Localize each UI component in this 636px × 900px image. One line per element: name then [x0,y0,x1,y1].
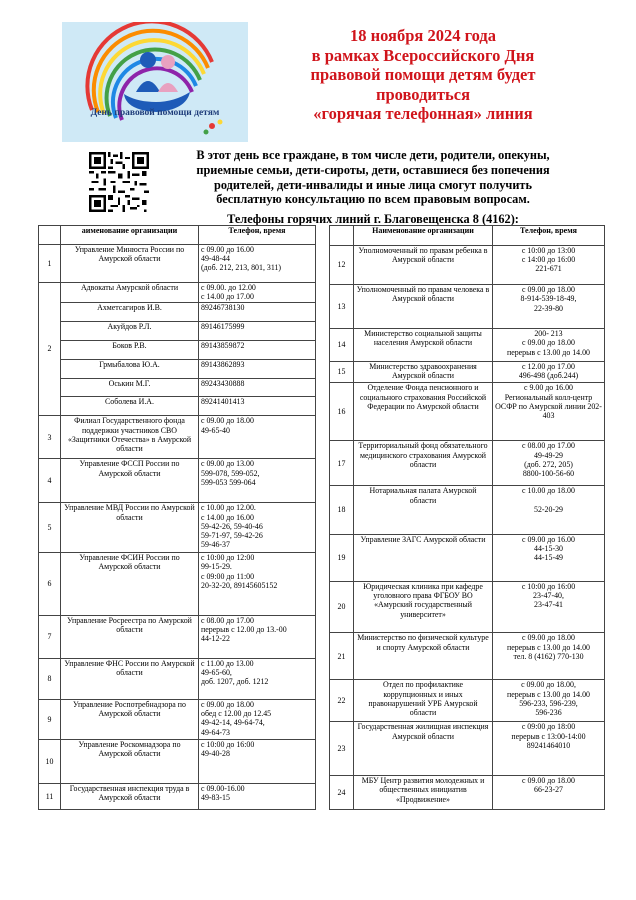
phone-time: с 09.00 до 16.00 44-15-30 44-15-49 [493,534,605,581]
table-row [39,321,316,340]
logo-emblem [62,22,248,142]
org-name: МБУ Центр развития молодежных и общественных инициатив «Продвижение» [354,775,493,809]
intro-text [158,148,588,207]
org-name: Уполномоченный по правам ребенка в Амурской области [354,245,493,284]
org-name: Юридическая клиника при кафедре уголовного права ФГБОУ ВО «Амурский государственный университет» [354,581,493,633]
org-name: Отделение Фонда пенсионного и социального страхования Российской Федерации по Амурской области [354,383,493,441]
logo [62,22,248,142]
table-row [39,416,316,459]
org-name: Управление Росреестра по Амурской области [61,615,199,658]
table-row [39,783,316,809]
row-number: 17 [330,441,354,486]
headline-line: в рамках Всероссийского Дня [311,45,535,65]
table-row [330,383,605,441]
intro-line: бесплатную консультацию по всем правовым вопросам. [216,192,530,207]
row-number: 23 [330,722,354,776]
phone-time: с 09.00 до 18.00 обед с 12.00 до 12.45 49-42-14, 49-64-74, 49-64-73 [199,699,316,739]
intro-line: приемные семьи, дети-сироты, дети, оставшиеся без попечения [196,162,550,177]
phone-time: с 10.00 до 12.00. с 14.00 до 16.00 59-42-26, 59-40-46 59-71-97, 59-42-26 59-46-37 [199,503,316,553]
org-header: аименование организации [61,226,199,245]
row-number: 15 [330,361,354,382]
phone-time: с 10:00 до 16:00 49-40-28 [199,739,316,783]
row-number: 12 [330,245,354,284]
row-number: 2 [39,282,61,416]
num-header [330,226,354,246]
org-name: Отдел по профилактике коррупционных и иных правонарушений УРБ Амурской области [354,680,493,722]
org-name: Министерство здравоохранения Амурской области [354,361,493,382]
phone-time: 89241401413 [199,397,316,416]
logo-caption: День правовой помощи детям [90,108,220,118]
phone-time: с 9.00 до 16.00 Региональный колл-центр ОСФР по Амурской линии 202-403 [493,383,605,441]
org-name: Оськин М.Г. [61,378,199,397]
table-row [330,775,605,809]
phone-time: с 10:00 до 13:00 с 14:00 до 16:00 221-671 [493,245,605,284]
headline-line: «горячая телефонная» линия [313,104,533,123]
org-header: Наименование организации [354,226,493,246]
phone-time: с 09:00 до 18:00 перерыв с 13:00-14:00 89241464010 [493,722,605,776]
row-number: 4 [39,459,61,503]
row-number: 18 [330,486,354,534]
headline-line: 18 ноября 2024 года [349,26,497,45]
table-row [39,340,316,359]
org-name: Управление ФССП России по Амурской области [61,459,199,503]
qr-code [88,152,150,212]
table-row [39,658,316,699]
org-name: Государственная инспекция труда в Амурской области [61,783,199,809]
org-name: Управление Роспотребнадзора по Амурской области [61,699,199,739]
table-row [330,534,605,581]
table-row [330,441,605,486]
table-header-row [39,226,316,245]
intro-line: родителей, дети-инвалиды и иные лица смогут получить [214,177,532,192]
row-number: 14 [330,329,354,362]
phone-time: 89143859872 [199,340,316,359]
org-name: Территориальный фонд обязательного медицинского страхования Амурской области [354,441,493,486]
org-name: Управление Роскомнадзора по Амурской области [61,739,199,783]
org-name: Государственная жилищная инспекция Амурской области [354,722,493,776]
hotline-table [38,225,604,810]
table-row [330,285,605,329]
phone-time: 89143862893 [199,359,316,378]
phone-time: с 09.00 до 13.00 599-078, 599-052, 599-053 599-064 [199,459,316,503]
org-name: Акуйдов Р.Л. [61,321,199,340]
phone-time: 89243430888 [199,378,316,397]
table-header-row [330,226,605,246]
phone-time: 200- 213 с 09.00 до 18.00 перерыв с 13.00 до 14.00 [493,329,605,362]
row-number: 8 [39,658,61,699]
row-number: 10 [39,739,61,783]
phone-time: с 10:00 до 16:00 23-47-40, 23-47-41 [493,581,605,633]
row-number: 1 [39,244,61,282]
phone-time: с 09.00 до 18.00 66-23-27 [493,775,605,809]
table-row [330,329,605,362]
table-row [330,722,605,776]
row-number: 3 [39,416,61,459]
phone-time: с 11.00 до 13.00 49-65-60, доб. 1207, доб. 1212 [199,658,316,699]
phone-time: с 09.00-16.00 49-83-15 [199,783,316,809]
org-name: Управление ФСИН России по Амурской области [61,552,199,615]
org-name: Ахметсагиров И.В. [61,303,199,322]
intro-line: В этот день все граждане, в том числе дети, родители, опекуны, [196,148,550,162]
phone-time: 89246738130 [199,303,316,322]
row-number: 5 [39,503,61,553]
phone-time: с 10:00 до 12:00 99-15-29. с 09:00 до 11:00 20-32-20, 89145605152 [199,552,316,615]
phone-time: 89146175999 [199,321,316,340]
row-number: 6 [39,552,61,615]
table-row [39,303,316,322]
org-name: Управление Минюста России по Амурской области [61,244,199,282]
org-name: Уполномоченный по правам человека в Амурской области [354,285,493,329]
headline-line: проводиться [375,84,471,104]
org-name: Управление МВД России по Амурской области [61,503,199,553]
table-row [330,581,605,633]
org-name: Управление ЗАГС Амурской области [354,534,493,581]
table-row [330,361,605,382]
table-row [39,503,316,553]
table-row [330,633,605,680]
row-number: 22 [330,680,354,722]
row-number: 21 [330,633,354,680]
org-name: Управление ФНС России по Амурской области [61,658,199,699]
headline [262,26,584,124]
table-row [330,245,605,284]
org-name: Нотариальная палата Амурской области [354,486,493,534]
table-row [39,739,316,783]
phones-title: Телефоны горячих линий г. Благовещенска 8 (4162): [227,212,519,226]
org-name: Боков Р.В. [61,340,199,359]
phone-time: с 09.00. до 12.00 с 14.00 до 17.00 [199,282,316,303]
org-name: Филиал Государственного фонда поддержки участников СВО «Защитники Отечества» в Амурской области [61,416,199,459]
phone-time: с 09.00 до 18.00 49-65-40 [199,416,316,459]
table-row [39,282,316,303]
table-row [39,244,316,282]
table-row [39,359,316,378]
row-number: 24 [330,775,354,809]
org-name: Министерство по физической культуре и спорту Амурской области [354,633,493,680]
row-number: 19 [330,534,354,581]
phone-time: с 10.00 до 18.00 52-20-29 [493,486,605,534]
table-row [330,680,605,722]
headline-line: правовой помощи детям будет [310,65,536,84]
hotline-table-right [329,225,605,810]
row-number: 20 [330,581,354,633]
org-name: Грмыбалова Ю.А. [61,359,199,378]
phone-header: Телефон, время [493,226,605,246]
row-number: 9 [39,699,61,739]
row-number: 7 [39,615,61,658]
table-row [39,397,316,416]
num-header [39,226,61,245]
row-number: 13 [330,285,354,329]
hotline-table-left [38,225,316,810]
phone-header: Телефон, время [199,226,316,245]
table-row [39,699,316,739]
org-name: Министерство социальной защиты населения Амурской области [354,329,493,362]
phone-time: с 08.00 до 17.00 перерыв с 12.00 до 13.-00 44-12-22 [199,615,316,658]
phone-time: с 12.00 до 17.00 496-498 (доб.244) [493,361,605,382]
phone-time: с 09.00 до 16.00 49-48-44 (доб. 212, 213, 801, 311) [199,244,316,282]
table-row [39,459,316,503]
table-row [330,486,605,534]
org-name: Адвокаты Амурской области [61,282,199,303]
table-row [39,615,316,658]
phone-time: с 08.00 до 17.00 49-49-29 (доб. 272, 205) 8800-100-56-60 [493,441,605,486]
org-name: Соболева И.А. [61,397,199,416]
row-number: 11 [39,783,61,809]
table-row [39,552,316,615]
phone-time: с 09.00 до 18.00 перерыв с 13.00 до 14.00 тел. 8 (4162) 770-130 [493,633,605,680]
phone-time: с 09.00 до 18.00 8-914-539-18-49, 22-39-80 [493,285,605,329]
table-row [39,378,316,397]
phone-time: с 09.00 до 18.00, перерыв с 13.00 до 14.00 596-233, 596-239, 596-236 [493,680,605,722]
row-number: 16 [330,383,354,441]
